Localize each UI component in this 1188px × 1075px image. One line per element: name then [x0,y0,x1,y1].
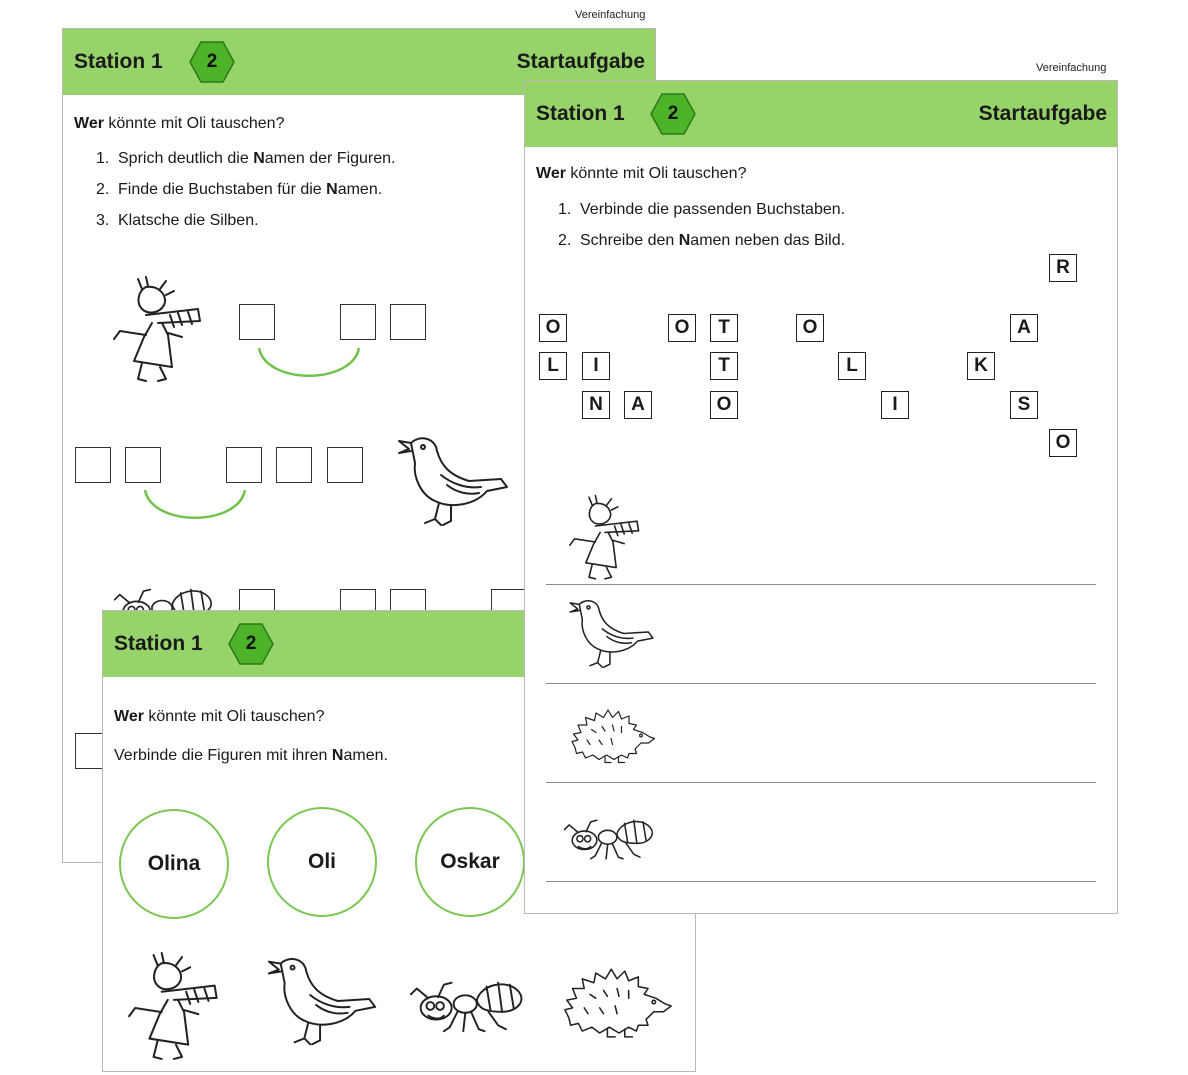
letter-box[interactable] [226,447,262,483]
writing-line[interactable] [546,881,1096,882]
letter-tile[interactable]: T [710,314,738,342]
station-title: Station 1 [114,632,203,655]
girl-icon [565,494,653,582]
letter-box[interactable] [125,447,161,483]
letter-tile[interactable]: L [539,352,567,380]
syllable-arc [256,345,362,383]
step-1: 1. Sprich deutlich die Namen der Figuren. [96,150,396,167]
letter-tile[interactable]: R [1049,254,1077,282]
variant-label: Vereinfachung [575,9,646,21]
level-badge [650,93,696,135]
letter-tile[interactable]: O [539,314,567,342]
bird-icon [567,595,659,672]
letter-box[interactable] [390,304,426,340]
question: Wer könnte mit Oli tauschen? [74,115,285,132]
letter-tile[interactable]: I [582,352,610,380]
task-title: Startaufgabe [978,102,1107,125]
girl-icon [123,951,235,1063]
instruction: Verbinde die Figuren mit ihren Namen. [114,747,388,764]
syllable-arc [142,487,248,525]
letter-tile[interactable]: A [1010,314,1038,342]
level-number: 2 [245,633,257,654]
step-1: 1. Verbinde die passenden Buchstaben. [558,201,846,218]
writing-line[interactable] [546,584,1096,585]
bird-icon [265,951,383,1051]
girl-icon [108,275,218,385]
level-number: 2 [667,103,679,124]
level-number: 2 [206,51,218,72]
task-title: Startaufgabe [516,50,645,73]
letter-tile[interactable]: N [582,391,610,419]
letter-box[interactable] [75,447,111,483]
letter-tile[interactable]: S [1010,391,1038,419]
letter-tile[interactable]: L [838,352,866,380]
ant-icon [563,811,663,865]
hedgehog-icon [569,707,659,767]
step-2: 2. Finde die Buchstaben für die Namen. [96,181,383,198]
writing-line[interactable] [546,683,1096,684]
letter-tile[interactable]: O [796,314,824,342]
level-badge [228,623,274,665]
hedgehog-icon [561,965,677,1043]
station-title: Station 1 [74,50,163,73]
ant-icon [409,971,535,1039]
letter-tile[interactable]: O [668,314,696,342]
step-2: 2. Schreibe den Namen neben das Bild. [558,232,846,249]
name-circle-oskar[interactable]: Oskar [415,807,525,917]
station-title: Station 1 [536,102,625,125]
variant-label: Vereinfachung [1036,62,1107,74]
letter-box[interactable] [239,304,275,340]
bird-icon [395,431,515,531]
step-3: 3. Klatsche die Silben. [96,212,259,229]
question: Wer könnte mit Oli tauschen? [114,708,325,725]
worksheet-right [524,80,1118,914]
level-badge [189,41,235,83]
letter-box[interactable] [276,447,312,483]
name-circle-olina[interactable]: Olina [119,809,229,919]
writing-line[interactable] [546,782,1096,783]
letter-box[interactable] [340,304,376,340]
letter-tile[interactable]: O [1049,429,1077,457]
letter-tile[interactable]: T [710,352,738,380]
letter-tile[interactable]: I [881,391,909,419]
letter-box[interactable] [327,447,363,483]
letter-tile[interactable]: K [967,352,995,380]
letter-tile[interactable]: O [710,391,738,419]
question: Wer könnte mit Oli tauschen? [536,165,747,182]
letter-tile[interactable]: A [624,391,652,419]
name-circle-oli[interactable]: Oli [267,807,377,917]
sheet-header [525,81,1117,147]
